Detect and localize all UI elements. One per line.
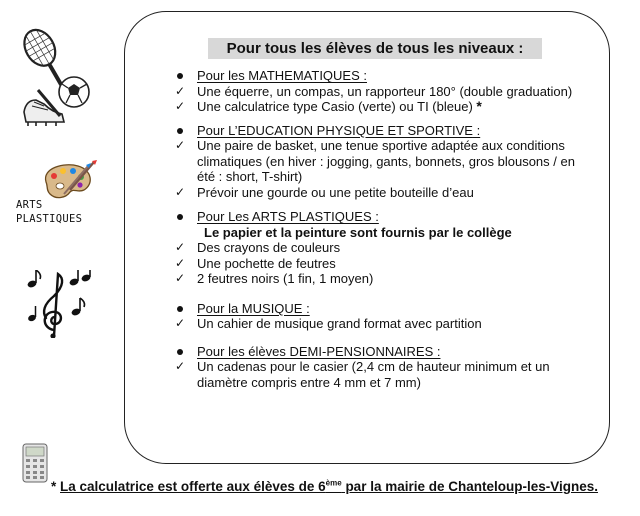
checkmark-icon: ✓ [175,138,186,152]
checkmark-icon: ✓ [175,316,186,330]
bullet-icon [177,214,183,220]
supplies-list [172,68,592,390]
sports-equipment-icon [18,20,94,132]
checkmark-icon: ✓ [175,184,186,199]
calculator-icon [22,443,48,483]
list-item: ✓ 2 feutres noirs (1 fin, 1 moyen) [175,271,374,286]
footnote-text: La calculatrice est offerte aux élèves de 6ème par la mairie de Chanteloup-les-Vignes. [60,478,599,494]
checkmark-icon: ✓ [175,359,186,373]
bullet-icon [177,306,183,312]
palette-icon [40,160,98,202]
section-heading: Pour Les ARTS PLASTIQUES : [172,209,592,225]
checkmark-icon: ✓ [175,255,186,270]
checkmark-icon: ✓ [175,271,186,285]
art-label-line2: PLASTIQUES [16,213,83,225]
section-musique [172,301,592,332]
footnote-star: * [51,479,57,494]
list-item: ✓ Un cahier de musique grand format avec partition [175,316,482,331]
footnote-star: * [476,98,482,114]
section-mathematiques [172,68,592,115]
section-note: Le papier et la peinture sont fournis par le collège [204,224,512,240]
list-item: ✓ Une pochette de feutres [175,255,336,271]
list-item: ✓ Un cadenas pour le casier (2,4 cm de hauteur minimum et un diamètre compris entre 4 mm et 7 mm) [175,359,550,390]
page-title: Pour tous les élèves de tous les niveaux : [208,38,542,59]
checkmark-icon: ✓ [175,83,186,98]
checkmark-icon: ✓ [175,240,186,254]
list-item: ✓ Une paire de basket, une tenue sportive adaptée aux conditions climatiques (en hiver : jogging, gants, bonnets, gros blousons / en été : short, T-shirt) [175,138,575,184]
section-arts-plastiques [172,209,592,287]
checkmark-icon: ✓ [175,99,186,113]
section-heading: Pour L’EDUCATION PHYSIQUE ET SPORTIVE : [172,123,592,139]
list-item: ✓ Prévoir une gourde ou une petite bouteille d’eau [175,184,474,200]
footnote [17,478,617,495]
section-heading: Pour les MATHEMATIQUES : [172,68,592,84]
art-label-line1: ARTS [16,199,43,211]
music-notes-icon [24,270,94,338]
section-heading: Pour les élèves DEMI-PENSIONNAIRES : [172,344,592,360]
arts-plastiques-label [16,198,102,226]
list-item: ✓ Des crayons de couleurs [175,240,341,255]
bullet-icon [177,128,183,134]
section-eps [172,123,592,201]
bullet-icon [177,73,183,79]
list-item: ✓ Une calculatrice type Casio (verte) ou TI (bleue) * [175,98,482,114]
section-demi-pensionnaires [172,344,592,391]
list-item: ✓ Une équerre, un compas, un rapporteur 180° (double graduation) [175,83,573,99]
bullet-icon [177,349,183,355]
section-heading: Pour la MUSIQUE : [172,301,592,317]
